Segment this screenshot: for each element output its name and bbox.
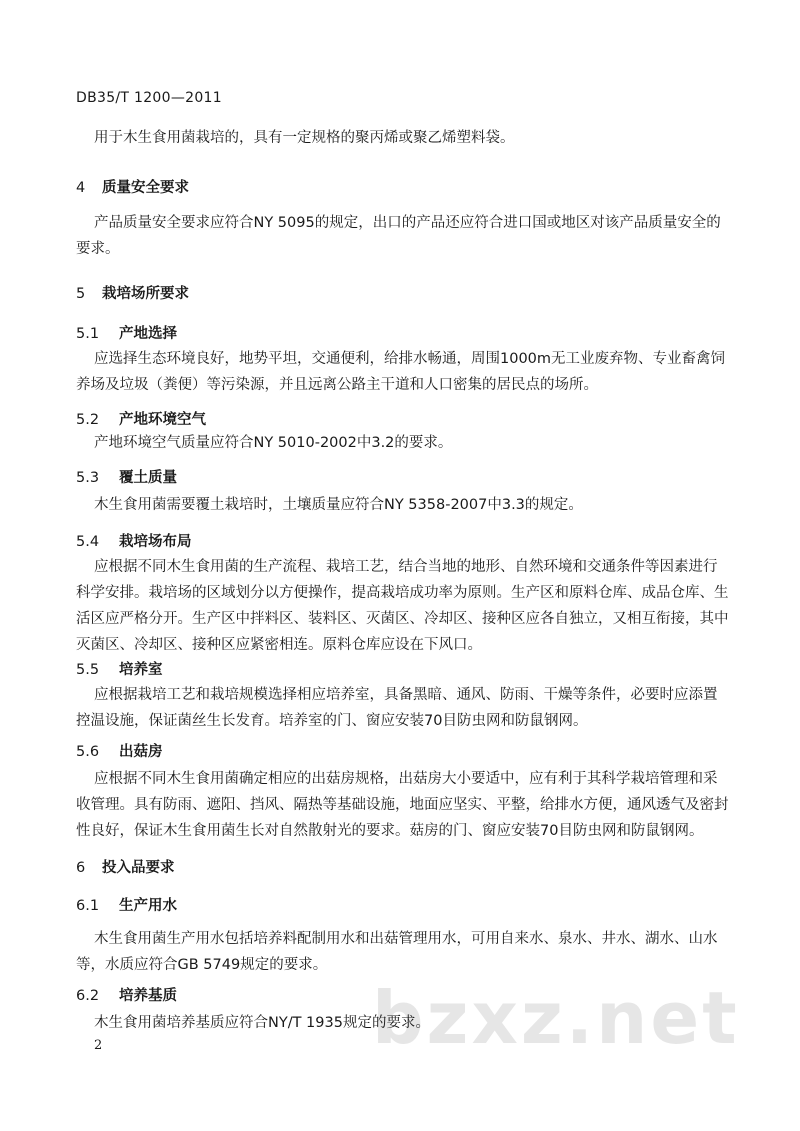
section-5-6-heading <box>76 740 163 761</box>
section-number: 5.1 <box>76 326 100 342</box>
section-5-4-line-1: 应根据不同木生食用菌的生产流程、栽培工艺，结合当地的地形、自然环境和交通条件等因素进行 <box>94 559 718 575</box>
section-number: 5.3 <box>76 470 100 486</box>
section-5-3-heading <box>76 466 177 487</box>
section-5-4-heading <box>76 530 192 551</box>
section-5-4-line-2: 科学安排。栽培场的区域划分以方便操作，提高栽培成功率为原则。生产区和原料仓库、成品仓库、生 <box>76 585 729 601</box>
section-5-6-line-2: 收管理。具有防雨、遮阳、挡风、隔热等基础设施，地面应坚实、平整，给排水方便，通风透气及密封 <box>76 797 729 813</box>
document-code-header: DB35/T 1200—2011 <box>76 90 222 106</box>
section-title: 产地选择 <box>119 326 177 342</box>
section-number: 5.2 <box>76 412 100 428</box>
section-5-3-line: 木生食用菌需要覆土栽培时，土壤质量应符合NY 5358-2007中3.3的规定。 <box>94 497 583 513</box>
section-title: 出菇房 <box>119 744 163 760</box>
section-4-line-2: 要求。 <box>76 241 120 257</box>
section-6-1-line-1: 木生食用菌生产用水包括培养料配制用水和出菇管理用水，可用自来水、泉水、井水、湖水、山水 <box>94 931 718 947</box>
section-4-heading <box>76 176 189 197</box>
section-title: 栽培场所要求 <box>102 286 189 302</box>
section-6-1-heading <box>76 894 177 915</box>
section-number: 5.4 <box>76 534 100 550</box>
section-6-1-line-2: 等，水质应符合GB 5749规定的要求。 <box>76 957 328 973</box>
watermark-text: bzxz.net <box>372 976 740 1060</box>
section-number: 5.6 <box>76 744 100 760</box>
section-title: 生产用水 <box>119 898 177 914</box>
section-6-2-line: 木生食用菌培养基质应符合NY/T 1935规定的要求。 <box>94 1015 430 1031</box>
section-6-2-heading <box>76 984 177 1005</box>
section-5-6-line-3: 性良好，保证木生食用菌生长对自然散射光的要求。菇房的门、窗应安装70目防虫网和防鼠钢网。 <box>76 823 704 839</box>
intro-paragraph: 用于木生食用菌栽培的，具有一定规格的聚丙烯或聚乙烯塑料袋。 <box>94 130 515 146</box>
section-number: 5.5 <box>76 662 100 678</box>
section-5-4-line-3: 活区应严格分开。生产区中拌料区、装料区、灭菌区、冷却区、接种区应各自独立，又相互衔接，其中 <box>76 611 729 627</box>
section-title: 培养基质 <box>119 988 177 1004</box>
section-5-1-heading <box>76 322 177 343</box>
section-5-heading <box>76 282 189 303</box>
section-number: 6.2 <box>76 988 100 1004</box>
section-number: 4 <box>76 180 86 196</box>
section-5-1-line-2: 养场及垃圾（粪便）等污染源，并且远离公路主干道和人口密集的居民点的场所。 <box>76 377 598 393</box>
section-title: 覆土质量 <box>119 470 177 486</box>
section-5-6-line-1: 应根据不同木生食用菌确定相应的出菇房规格，出菇房大小要适中，应有利于其科学栽培管理和采 <box>94 771 718 787</box>
section-title: 栽培场布局 <box>119 534 192 550</box>
section-title: 培养室 <box>119 662 163 678</box>
section-5-5-line-2: 控温设施，保证菌丝生长发育。培养室的门、窗应安装70目防虫网和防鼠钢网。 <box>76 713 588 729</box>
section-number: 6 <box>76 860 86 876</box>
section-5-4-line-4: 灭菌区、冷却区、接种区应紧密相连。原料仓库应设在下风口。 <box>76 637 482 653</box>
section-number: 6.1 <box>76 898 100 914</box>
section-5-1-line-1: 应选择生态环境良好，地势平坦，交通便利，给排水畅通，周围1000m无工业废弃物、专业畜禽饲 <box>94 351 726 367</box>
section-5-5-line-1: 应根据栽培工艺和栽培规模选择相应培养室，具备黑暗、通风、防雨、干燥等条件，必要时应添置 <box>94 687 718 703</box>
section-4-line-1: 产品质量安全要求应符合NY 5095的规定，出口的产品还应符合进口国或地区对该产品质量安全的 <box>94 215 721 231</box>
section-title: 产地环境空气 <box>119 412 206 428</box>
section-number: 5 <box>76 286 86 302</box>
page-number: 2 <box>94 1038 103 1053</box>
section-title: 质量安全要求 <box>102 180 189 196</box>
section-5-2-heading <box>76 408 206 429</box>
section-title: 投入品要求 <box>102 860 175 876</box>
section-5-5-heading <box>76 658 163 679</box>
section-5-2-line: 产地环境空气质量应符合NY 5010-2002中3.2的要求。 <box>94 435 453 451</box>
section-6-heading <box>76 856 175 877</box>
